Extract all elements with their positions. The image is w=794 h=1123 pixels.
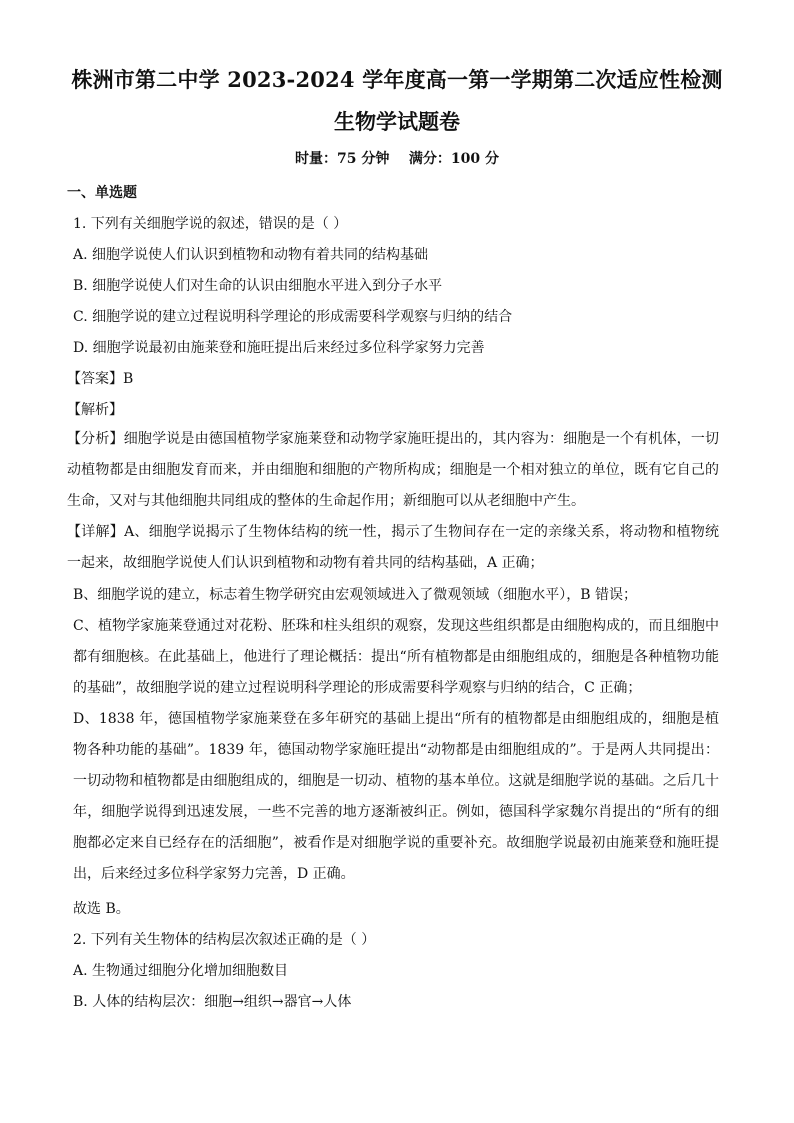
q1-option-a: A. 细胞学说使人们认识到植物和动物有着共同的结构基础 <box>73 247 429 263</box>
xiangjie-tag: 【详解】 <box>67 524 125 540</box>
q1-option-c: C. 细胞学说的建立过程说明科学理论的形成需要科学观察与归纳的结合 <box>73 309 513 325</box>
detail-paragraph-d: D、1838 年，德国植物学家施莱登在多年研究的基础上提出“所有的植物都是由细胞组成的，细胞是植物各种功能的基础”。1839 年，德国动物学家施旺提出“动物都是由细胞组成的”。于是两人共同提出：一切动物和植物都是由细胞组成的，细胞是一切动、植物的基本单位。这就是细胞学说的基础。之后几十年，细胞学说得到迅速发展，一些不完善的地方逐渐被纠正。例如，德国科学家魏尔肖提出的“所有的细胞都必定来自已经存在的活细胞”，被看作是对细胞学说的重要补充。故细胞学说最初由施莱登和施旺提出，后来经过多位科学家努力完善，D 正确。 <box>73 711 719 883</box>
exam-subtitle: 生物学试题卷 <box>334 109 460 134</box>
analysis-tag: 【解析】 <box>67 402 123 418</box>
answer-tag: 【答案】 <box>67 371 123 387</box>
detail-paragraph-a <box>67 517 719 579</box>
fenxi-tag: 【分析】 <box>67 431 124 447</box>
analysis-paragraph <box>67 424 719 517</box>
q1-option-b: B. 细胞学说使人们对生命的认识由细胞水平进入到分子水平 <box>73 278 443 294</box>
q2-option-b: B. 人体的结构层次：细胞→组织→器官→人体 <box>73 994 352 1010</box>
section-heading: 一、单选题 <box>67 185 137 201</box>
q1-stem: 1. 下列有关细胞学说的叙述，错误的是（ ） <box>73 216 348 232</box>
exam-meta: 时量：75 分钟 满分：100 分 <box>295 151 499 167</box>
xiangjie-a-text: A、细胞学说揭示了生物体结构的统一性，揭示了生物间存在一定的亲缘关系，将动物和植物统一起来，故细胞学说使人们认识到植物和动物有着共同的结构基础，A 正确； <box>67 524 720 572</box>
q2-stem: 2. 下列有关生物体的结构层次叙述正确的是（ ） <box>73 932 376 948</box>
exam-title: 株洲市第二中学 2023-2024 学年度高一第一学期第二次适应性检测 <box>71 67 723 92</box>
answer-value: B <box>123 371 134 387</box>
q1-conclusion: 故选 B。 <box>73 901 130 917</box>
detail-paragraph-c: C、植物学家施莱登通过对花粉、胚珠和柱头组织的观察，发现这些组织都是由细胞构成的，而且细胞中都有细胞核。在此基础上，他进行了理论概括：提出“所有植物都是由细胞组成的，细胞是各种植物功能的基础”，故细胞学说的建立过程说明科学理论的形成需要科学观察与归纳的结合，C 正确； <box>73 618 719 697</box>
q1-option-d: D. 细胞学说最初由施莱登和施旺提出后来经过多位科学家努力完善 <box>73 340 485 356</box>
fenxi-text: 细胞学说是由德国植物学家施莱登和动物学家施旺提出的，其内容为：细胞是一个有机体，一切动植物都是由细胞发育而来，并由细胞和细胞的产物所构成；细胞是一个相对独立的单位，既有它自己的生命，又对与其他细胞共同组成的整体的生命起作用；新细胞可以从老细胞中产生。 <box>67 431 720 510</box>
q1-answer-line <box>67 368 133 388</box>
detail-paragraph-b: B、细胞学说的建立，标志着生物学研究由宏观领域进入了微观领域（细胞水平），B 错误； <box>73 587 638 603</box>
q2-option-a: A. 生物通过细胞分化增加细胞数目 <box>73 963 289 979</box>
